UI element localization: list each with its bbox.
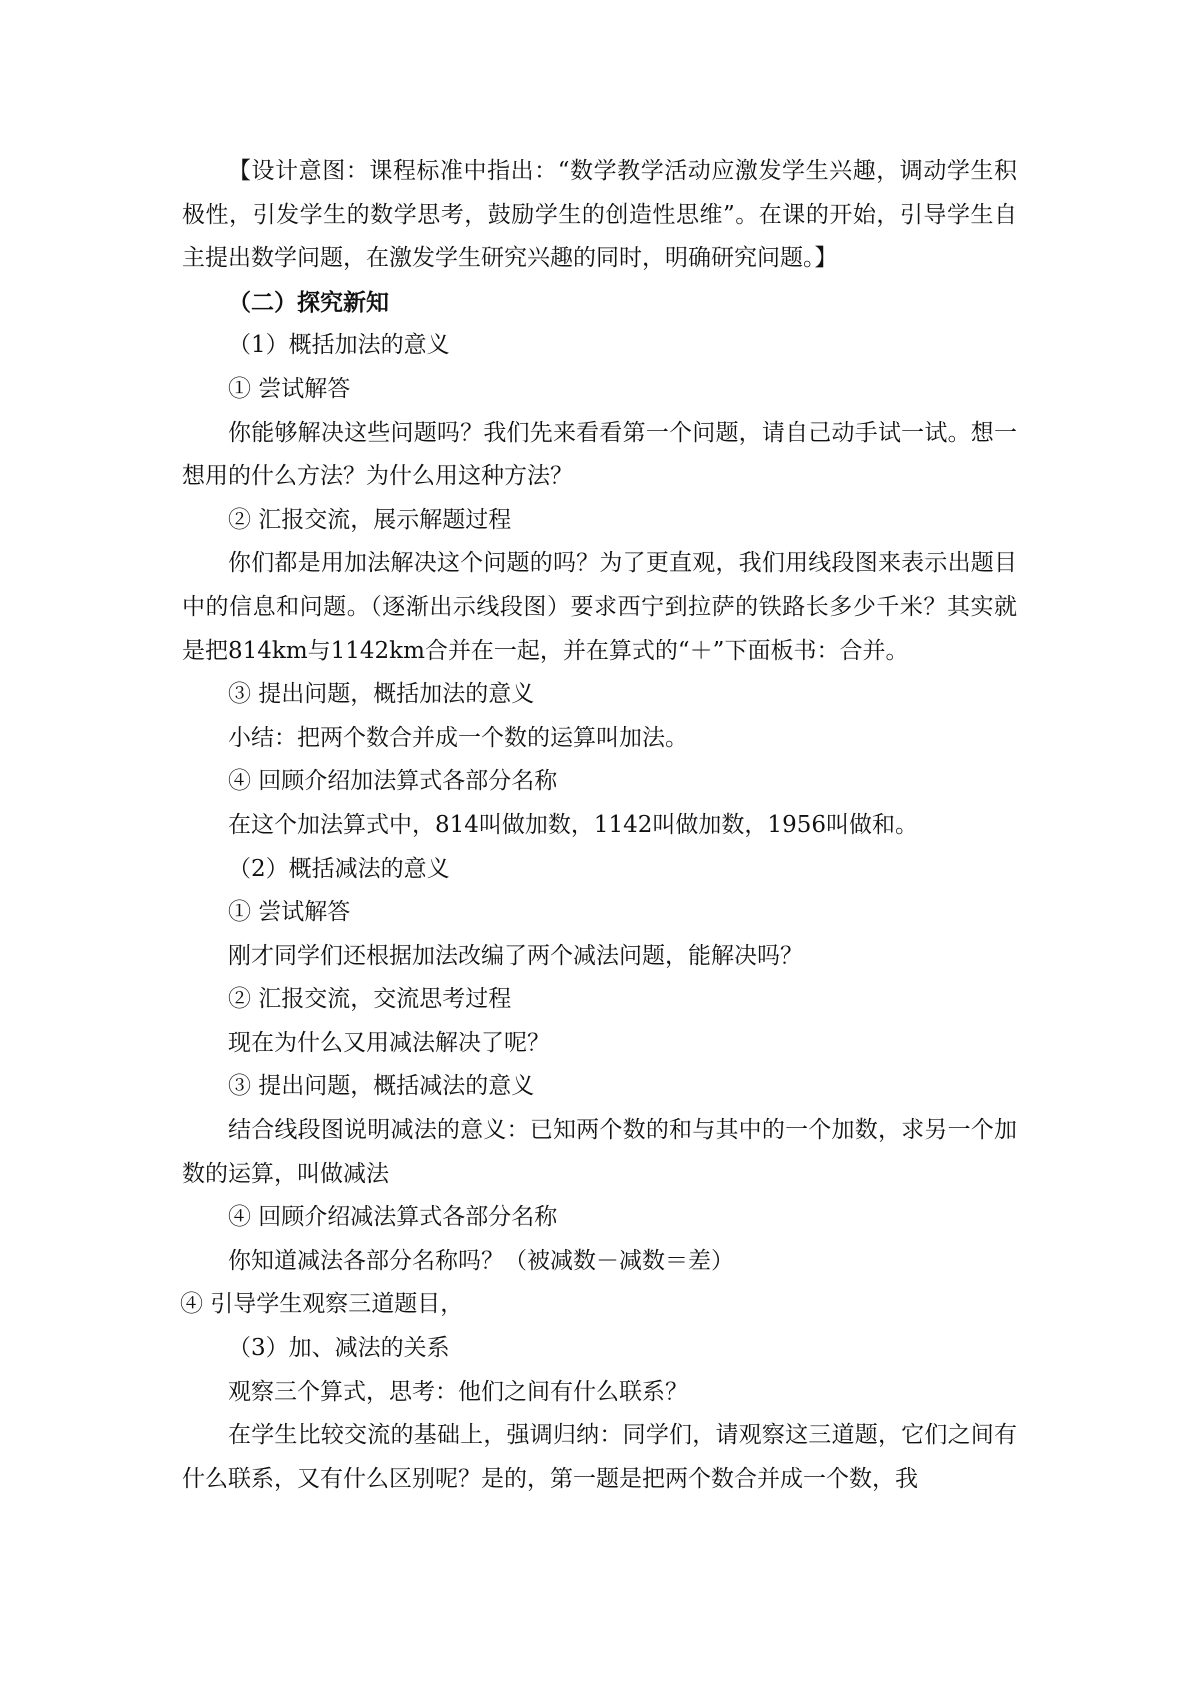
- paragraph-addition-summary: 小结：把两个数合并成一个数的运算叫加法。: [228, 724, 688, 751]
- document-body: [182, 150, 1017, 1501]
- paragraph-try-question: 你能够解决这些问题吗？我们先来看看第一个问题，请自己动手试一试。想一想用的什么方法？为什么用这种方法？: [182, 419, 1017, 490]
- section-heading-explore: （二）探究新知: [228, 288, 389, 316]
- paragraph-line-diagram: 你们都是用加法解决这个问题的吗？为了更直观，我们用线段图来表示出题目中的信息和问题。（逐渐出示线段图）要求西宁到拉萨的铁路长多少千米？其实就是把814km与1142km合并在一起，并在算式的“＋”下面板书：合并。: [182, 550, 1017, 664]
- step-try-answer-2: ① 尝试解答: [228, 899, 351, 926]
- step-summarize-addition: ③ 提出问题，概括加法的意义: [228, 681, 535, 708]
- subsection-relation: （3）加、减法的关系: [228, 1335, 450, 1362]
- step-addition-part-names: ④ 回顾介绍加法算式各部分名称: [228, 768, 558, 795]
- step-try-answer: ① 尝试解答: [228, 375, 351, 402]
- step-subtraction-part-names: ④ 回顾介绍减法算式各部分名称: [228, 1204, 558, 1231]
- step-observe-three: ④ 引导学生观察三道题目，: [180, 1291, 464, 1318]
- step-report-exchange-2: ② 汇报交流，交流思考过程: [228, 986, 512, 1013]
- paragraph-subtraction-meaning: 结合线段图说明减法的意义：已知两个数的和与其中的一个加数，求另一个加数的运算，叫做减法: [182, 1117, 1017, 1187]
- paragraph-addition-parts: 在这个加法算式中，814叫做加数，1142叫做加数，1956叫做和。: [228, 811, 918, 838]
- paragraph-why-subtraction: 现在为什么又用减法解决了呢？: [228, 1029, 550, 1056]
- step-summarize-subtraction: ③ 提出问题，概括减法的意义: [228, 1073, 535, 1100]
- paragraph-observe-formulas: 观察三个算式，思考：他们之间有什么联系？: [228, 1378, 688, 1405]
- paragraph-compare-summary: 在学生比较交流的基础上，强调归纳：同学们，请观察这三道题，它们之间有什么联系，又有什么区别呢？是的，第一题是把两个数合并成一个数，我: [182, 1422, 1017, 1492]
- subsection-addition-meaning: （1）概括加法的意义: [228, 332, 450, 359]
- paragraph-subtraction-question: 刚才同学们还根据加法改编了两个减法问题，能解决吗？: [228, 942, 803, 969]
- paragraph-subtraction-parts: 你知道减法各部分名称吗？（被减数－减数＝差）: [228, 1247, 734, 1274]
- design-intent-paragraph: 【设计意图：课程标准中指出：“数学教学活动应激发学生兴趣，调动学生积极性，引发学生的数学思考，鼓励学生的创造性思维”。在课的开始，引导学生自主提出数学问题，在激发学生研究兴趣的同时，明确研究问题。】: [182, 158, 1017, 272]
- subsection-subtraction-meaning: （2）概括减法的意义: [228, 855, 450, 882]
- step-report-exchange: ② 汇报交流，展示解题过程: [228, 506, 512, 533]
